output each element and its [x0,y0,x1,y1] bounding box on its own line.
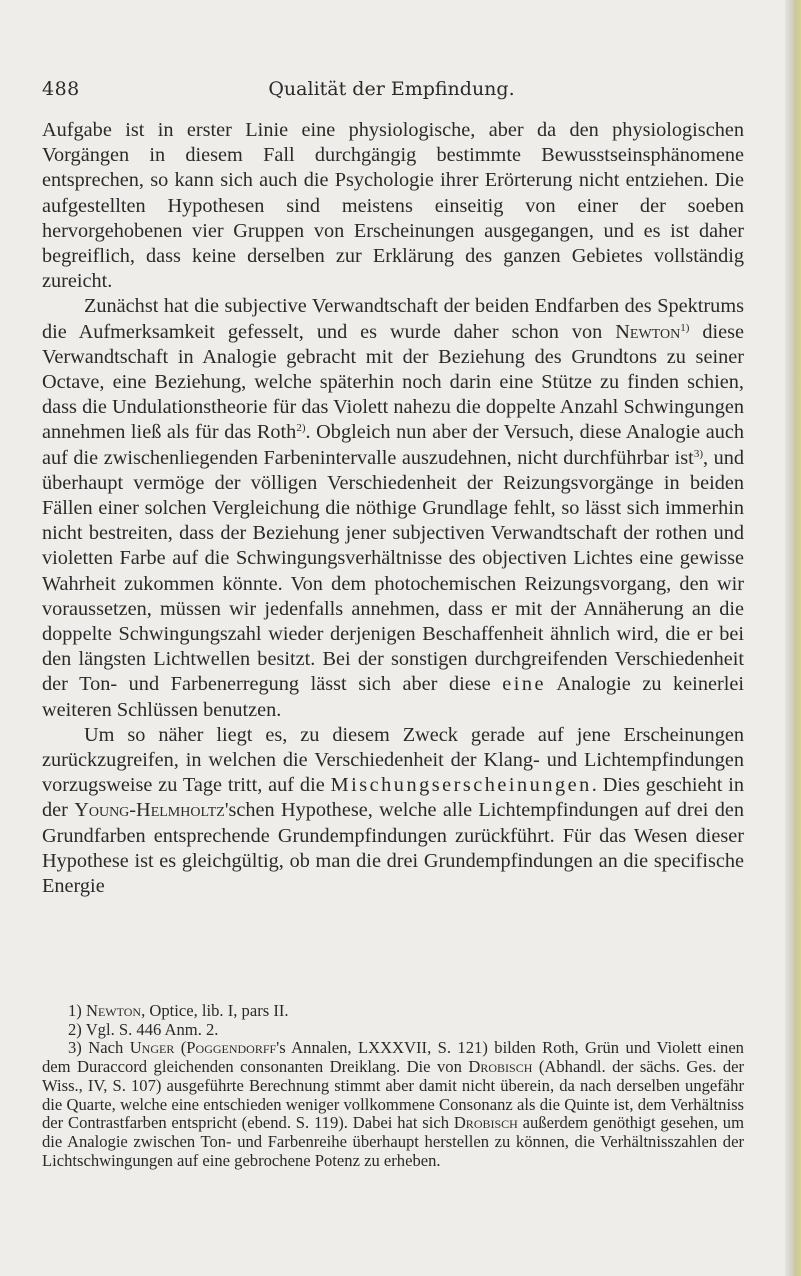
body-text [42,118,744,899]
author-name: Drobisch [468,1057,533,1077]
footnote-text: Nach [88,1038,130,1058]
page-edge [785,0,801,1276]
text-run: . Dies geschieht in der [42,774,744,822]
footnote-text: (Abhandl. der sächs. Ges. der Wiss., IV, S. 107) ausgeführte Berechnung stimmt aber damit nicht überein, da nach derselben ungefähr die Quarte, welche eine entschieden weniger vollkommene Consonanz als die Quinte ist, dem Verhältniss der Contrastfarben entspricht (ebend. S. 119). Dabei hat sich [42,1057,745,1133]
text-run: Um so näher liegt es, zu diesem Zweck gerade auf jene Erscheinungen zurückzugreifen, in welchen die Verschiedenheit der Klang- und Lichtempfindungen vorzugsweise zu Tage tritt, auf die [42,723,744,797]
author-name-young-helmholtz: Young-Helmholtz [74,799,225,822]
footnote-mark: 3) [68,1038,82,1058]
footnote-mark: 1) [68,1001,82,1020]
author-name: Newton [85,1001,142,1020]
text-run: . Obgleich nun aber der Versuch, diese Analogie auch auf die zwischenliegenden Farbenintervalle auszudehnen, nicht durchführbar ist [42,421,744,469]
text-run: diese Verwandtschaft in Analogie gebracht mit der Beziehung des Grundtons zu seiner Octave, eine Beziehung, welche späterhin noch darin eine Stütze zu finden schien, dass die Undulationstheorie für das Violett nahezu die doppelte Anzahl Schwingungen annehmen ließ als für das Roth [42,320,744,444]
page-header [42,78,741,106]
footnote-2 [42,1021,744,1040]
footnotes [42,1002,744,1170]
footnote-ref-3[interactable]: 3) [693,447,703,460]
author-name: Drobisch [453,1113,518,1133]
footnote-ref-1[interactable]: 1) [680,321,690,334]
footnote-text: außerdem genöthigt gesehen, um die Analogie zwischen Ton- und Farbenreihe überhaupt herstellen zu können, die Verhältnisszahlen der Lichtschwingungen auf eine gebrochene Potenz zu erheben. [42,1113,744,1170]
text-run: Zunächst hat die subjective Verwandtschaft der beiden Endfarben des Spektrums die Aufmerksamkeit gefesselt, und es wurde daher schon von [42,295,744,343]
paragraph-3 [42,723,744,899]
paragraph-2 [42,294,744,722]
text-run: , und überhaupt vermöge der völligen Verschiedenheit der Reizungsvorgänge in beiden Fällen einer solchen Vergleichung die nöthige Grundlage fehlt, so lässt sich immerhin nicht bestreiten, dass der Beziehung jener subjectiven Verwandtschaft der rothen und violetten Farbe auf die Schwingungsverhältnisse des objectiven Lichtes eine gewisse Wahrheit zukommen könnte. Von dem photochemischen Reizungsvorgang, den wir voraussetzen, müssen wir jedenfalls annehmen, dass er mit der Annäherung an die doppelte Schwingungszahl wieder derjenigen Beschaffenheit ähnlich wird, die er bei den längsten Lichtwellen besitzt. Bei der sonstigen durchgreifenden Verschiedenheit der Ton- und Farbenerregung lässt sich aber diese [42,446,744,696]
footnote-3 [42,1039,744,1170]
footnote-1 [42,1002,744,1021]
text-run: 'schen Hypothese, welche alle Lichtempfindungen auf drei den Grundfarben entsprechende Grundempfindungen zurückführt. Für das Wesen dieser Hypothese ist es gleichgültig, ob man die drei Grundempfindungen an die specifische Energie [42,799,744,898]
running-head: Qualität der Empfindung. [268,78,515,100]
footnote-text: 's Annalen, LXXXVII, S. 121) bilden Roth, Grün und Violett einen dem Duraccord gleichenden consonanten Dreiklang. Die von [42,1038,744,1077]
author-name-newton: Newton [615,320,681,343]
paragraph-1: Aufgabe ist in erster Linie eine physiologische, aber da den physiologischen Vorgängen in diesem Fall durchgängig bestimmte Bewusstseinsphänomene entsprechen, so kann sich auch die Psychologie ihrer Erörterung nicht entziehen. Die aufgestellten Hypothesen sind meistens einseitig von einer der soeben hervorgehobenen vier Gruppen von Erscheinungen ausgegangen, und es ist daher begreiflich, dass keine derselben zur Erklärung des ganzen Gebietes vollständig zureicht. [42,119,744,293]
footnote-text: , Optice, lib. I, pars II. [141,1001,289,1020]
emphasis-mischungserscheinungen: Mischungserscheinungen [330,774,592,797]
footnote-ref-2[interactable]: 2) [296,422,306,435]
page-number: 488 [42,78,80,100]
text-run: Analogie zu keinerlei weiteren Schlüssen benutzen. [42,673,744,721]
author-name: Poggendorff [186,1038,277,1058]
footnote-mark: 2) [68,1019,82,1039]
emphasis-eine: eine [502,673,546,696]
footnote-text: ( [174,1038,187,1058]
footnote-text: Vgl. S. 446 Anm. 2. [85,1019,219,1039]
author-name: Unger [129,1038,175,1058]
